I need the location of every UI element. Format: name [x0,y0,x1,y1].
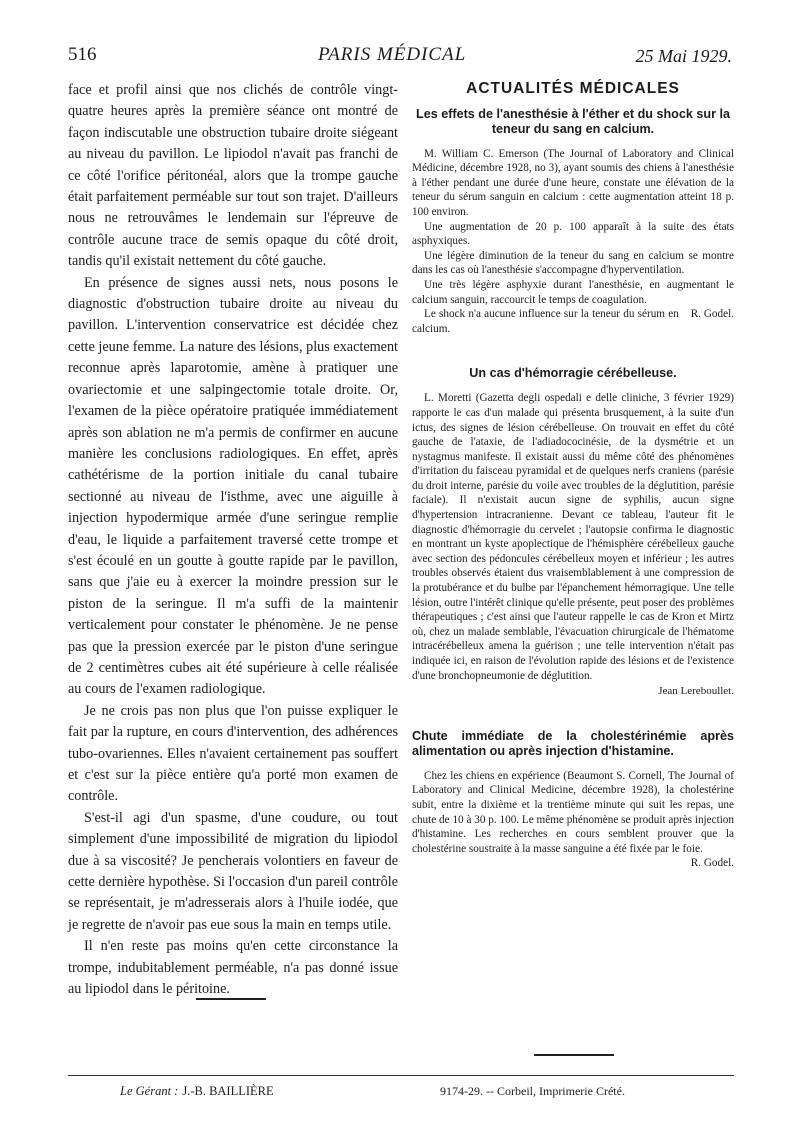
article-signature: Jean Lereboullet. [658,685,734,698]
paragraph: Une légère diminution de la teneur du sang en calcium se montre dans les cas où l'anesthésie s'accompagne d'hyperventilation. [412,249,734,277]
manager-name: J.-B. BAILLIÈRE [182,1084,274,1098]
printer-credit: 9174-29. -- Corbeil, Imprimerie Crété. [440,1084,625,1098]
article-title: Chute immédiate de la cholestérinémie après alimentation ou après injection d'histamine. [412,728,734,758]
article-title: Un cas d'hémorragie cérébelleuse. [469,366,677,381]
section-title: ACTUALITÉS MÉDICALES [466,80,680,97]
left-column [68,80,398,1000]
manager-credit [120,1084,274,1099]
column-end-rule [196,998,266,1000]
right-column [412,80,734,871]
article-signature: R. Godel. [690,308,734,321]
manager-label: Le Gérant : [120,1084,179,1098]
article-cerebellar-hemorrhage [412,366,734,698]
article-cholesterinemia [412,728,734,870]
article-signature: R. Godel. [690,857,734,870]
paragraph: L. Moretti (Gazetta degli ospedali e delle cliniche, 3 février 1929) rapporte le cas d'un malade qui présenta brusquement, à la suite d'un ictus, des signes de lésion cérébelleuse. On trouvait en effet du côté gauche de l'ataxie, de l'adiadococinésie, de la dysmétrie et un nystagmus manifeste. Il existait aussi du même côté des phénomènes d'irritation du faisceau pyramidal et de quelques nerfs craniens (parésie du droit interne, parésie du voile avec troubles de la déglutition, parésie faciale). Il n'existait aucun signe de syphilis, aucun signe d'hypertension intracranienne. Devant ce tableau, l'auteur fit le diagnostic d'hémorragie du cervelet ; l'autopsie confirma le diagnostic en montrant un kyste apoplectique de l'hémisphère cérébelleux gauche avec section des pédoncules cérébelleux moyen et inférieur ; les autres troubles observés étaient dus vraisemblablement à une compression de la protubérance et du bulbe par l'épanchement hémorragique. Une telle lésion, outre l'intérêt clinique qu'elle présente, peut poser des problèmes thérapeutiques ; c'est ainsi que l'auteur rappelle le cas de Kron et Mirtz où, chez un malade semblable, l'évacuation chirurgicale de l'hématome intracérébelleux amena la guérison ; une telle intervention n'était pas indiquée ici, en raison de l'évolution rapide des lésions et de l'existence d'une bronchopneumonie de déglutition. [412,392,734,682]
issue-date: 25 Mai 1929. [635,46,732,66]
paragraph: Une augmentation de 20 p. 100 apparaît à la suite des états asphyxiques. [412,220,734,248]
article-title: Les effets de l'anesthésie à l'éther et du shock sur la teneur du sang en calcium. [416,106,730,136]
paragraph: face et profil ainsi que nos clichés de contrôle vingt-quatre heures après la première séance ont montré de façon indiscutable une obstruction tubaire droite siégeant au niveau du pavillon. Le lipiodol n'avait pas franchi de ce côté l'orifice péritonéal, alors que la trompe gauche était parfaitement perméable sur tout son trajet. D'ailleurs nous ne retrouvâmes le lendemain sur l'épreuve de contrôle aucune trace de semis opaque du côté droit, tandis qu'il existait nettement du côté gauche. [68,82,398,270]
article-anesthesia [412,107,734,337]
page-number: 516 [68,44,97,65]
paragraph: Chez les chiens en expérience (Beaumont S. Cornell, The Journal of Laboratory and Clinical Medicine, décembre 1928), la cholestérine subit, entre la dixième et la trentième minute qui suit les repas, une chute de 10 à 30 p. 100. Le même phénomène se produit après injection d'histamine. Les recherches en cours semblent prouver que la cholestérine soustraite à la masse sanguine a été fixée par le foie. R. Godel. [412,769,734,870]
page-header [68,44,732,78]
paragraph: Une très légère asphyxie durant l'anesthésie, en augmentant le calcium sanguin, raccourcit le temps de coagulation. [412,278,734,306]
paragraph: Je ne crois pas non plus que l'on puisse expliquer le fait par la rupture, en cours d'intervention, des adhérences tubo-ovariennes. Elles n'avaient certainement pas souffert et c'est sur la pièce entière qu'a porté mon examen de contrôle. [68,702,398,805]
paragraph: R. Godel. Le shock n'a aucune influence sur la teneur du sérum en calcium. [412,308,734,335]
paragraph: M. William C. Emerson (The Journal of Laboratory and Clinical Médicine, décembre 1928, no 3), ayant soumis des chiens à l'anesthésie à l'éther pendant une durée d'une heure, constate une élévation de la teneur du sérum sanguin en calcium : cette augmentation atteint 18 p. 100 environ. [412,147,734,218]
paragraph: En présence de signes aussi nets, nous posons le diagnostic d'obstruction tubaire droite au niveau du pavillon. L'intervention conservatrice est décidée chez cette jeune femme. La nature des lésions, plus exactement reconnue après laparotomie, amène à pratiquer une ovariectomie et une salpingectomie totale droite. Or, l'examen de la pièce opératoire pratiquée immédiatement après son ablation ne m'a permis de confirmer en aucune manière les conclusions radiologiques. En effet, après cathétérisme de la portion initiale du canal tubaire sectionné au niveau de l'isthme, avec une aiguille à injection hypodermique armée d'une seringue remplie d'eau, le liquide a parfaitement traversé cette trompe et s'est écoulé en un goutte à goutte rapide par le pavillon, sans que j'aie eu à exercer la moindre pression sur le piston de la seringue. Il m'a suffi de la maintenir verticalement pour constater le phénomène. Je ne pense pas que la pression exercée par le piston d'une seringue de 2 centimètres cubes ait été supérieure à celle réalisée au cours de l'examen radiologique. [68,274,398,698]
paragraph: S'est-il agi d'un spasme, d'une coudure, ou tout simplement d'une impossibilité de migration du lipiodol due à sa viscosité? Je pencherais volontiers en faveur de cette dernière hypothèse. Si l'occasion d'un pareil contrôle se représentait, je m'adresserais alors à l'huile iodée, que je regrette de n'avoir pas eue sous la main en temps utile. [68,809,398,933]
footer-rule [68,1075,734,1076]
paragraph: Il n'en reste pas moins qu'en cette circonstance la trompe, indubitablement perméable, n'a pas donné issue au lipiodol dans le péritoine. [68,938,398,998]
column-end-rule [534,1054,614,1056]
page-footer [68,1084,734,1104]
journal-title: PARIS MÉDICAL [318,44,467,65]
